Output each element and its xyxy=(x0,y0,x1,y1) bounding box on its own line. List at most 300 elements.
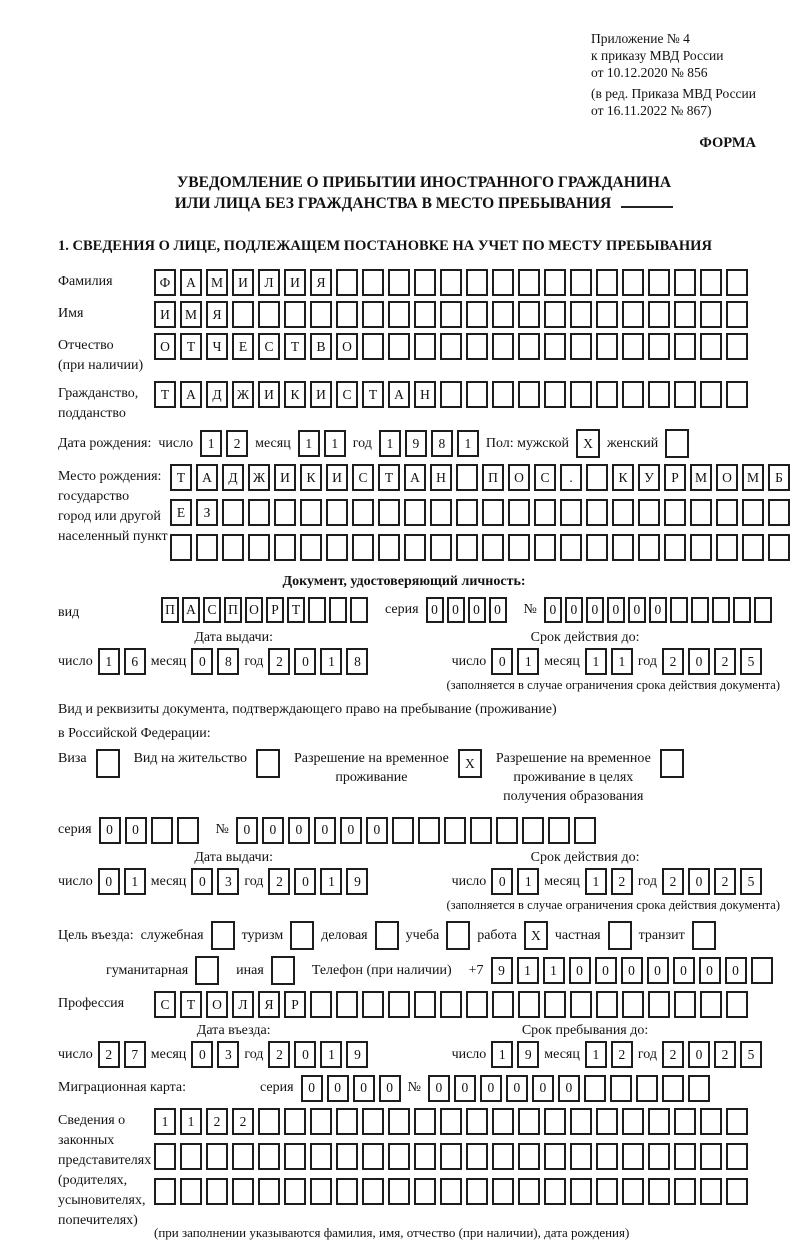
char-cell[interactable] xyxy=(362,301,384,328)
char-cell[interactable]: 7 xyxy=(124,1041,146,1068)
char-cell[interactable] xyxy=(470,817,492,844)
char-cell[interactable] xyxy=(560,534,582,561)
char-cell[interactable] xyxy=(700,269,722,296)
char-cell[interactable] xyxy=(648,269,670,296)
char-cell[interactable]: 2 xyxy=(232,1108,254,1135)
birth-year-cells[interactable] xyxy=(379,430,479,457)
char-cell[interactable] xyxy=(570,1108,592,1135)
char-cell[interactable] xyxy=(648,1178,670,1205)
char-cell[interactable]: 2 xyxy=(226,430,248,457)
char-cell[interactable] xyxy=(622,381,644,408)
char-cell[interactable] xyxy=(388,333,410,360)
char-cell[interactable]: 0 xyxy=(236,817,258,844)
char-cell[interactable] xyxy=(466,381,488,408)
char-cell[interactable] xyxy=(284,301,306,328)
char-cell[interactable]: Е xyxy=(170,499,192,526)
char-cell[interactable]: 0 xyxy=(506,1075,528,1102)
char-cell[interactable]: 0 xyxy=(649,597,667,623)
char-cell[interactable]: 0 xyxy=(544,597,562,623)
char-cell[interactable]: 1 xyxy=(180,1108,202,1135)
char-cell[interactable] xyxy=(700,301,722,328)
char-cell[interactable] xyxy=(648,381,670,408)
valid-year-cells[interactable] xyxy=(662,868,762,895)
char-cell[interactable] xyxy=(456,499,478,526)
char-cell[interactable] xyxy=(726,1178,748,1205)
char-cell[interactable] xyxy=(258,301,280,328)
char-cell[interactable] xyxy=(375,921,399,950)
char-cell[interactable]: А xyxy=(180,381,202,408)
char-cell[interactable] xyxy=(336,1178,358,1205)
patronymic-cells[interactable] xyxy=(154,333,748,360)
char-cell[interactable]: Н xyxy=(430,464,452,491)
char-cell[interactable]: Т xyxy=(378,464,400,491)
char-cell[interactable] xyxy=(180,1178,202,1205)
char-cell[interactable]: 1 xyxy=(98,648,120,675)
char-cell[interactable]: 0 xyxy=(125,817,147,844)
char-cell[interactable] xyxy=(570,1178,592,1205)
char-cell[interactable] xyxy=(638,534,660,561)
char-cell[interactable]: 0 xyxy=(294,868,316,895)
char-cell[interactable]: П xyxy=(482,464,504,491)
valid-day-cells[interactable] xyxy=(491,868,539,895)
char-cell[interactable]: 9 xyxy=(491,957,513,984)
char-cell[interactable]: В xyxy=(310,333,332,360)
temp-residence-checkbox[interactable] xyxy=(458,749,482,778)
char-cell[interactable]: А xyxy=(196,464,218,491)
char-cell[interactable]: 1 xyxy=(320,868,342,895)
char-cell[interactable] xyxy=(596,333,618,360)
char-cell[interactable] xyxy=(522,817,544,844)
char-cell[interactable]: 0 xyxy=(353,1075,375,1102)
purpose-study-checkbox[interactable] xyxy=(446,921,470,950)
char-cell[interactable] xyxy=(664,499,686,526)
char-cell[interactable] xyxy=(222,499,244,526)
char-cell[interactable] xyxy=(726,333,748,360)
char-cell[interactable] xyxy=(768,534,790,561)
char-cell[interactable]: 0 xyxy=(301,1075,323,1102)
char-cell[interactable] xyxy=(211,921,235,950)
char-cell[interactable] xyxy=(274,534,296,561)
char-cell[interactable] xyxy=(300,499,322,526)
char-cell[interactable]: М xyxy=(742,464,764,491)
char-cell[interactable] xyxy=(440,269,462,296)
char-cell[interactable]: 0 xyxy=(607,597,625,623)
char-cell[interactable] xyxy=(518,1108,540,1135)
char-cell[interactable] xyxy=(492,991,514,1018)
char-cell[interactable]: Ж xyxy=(248,464,270,491)
char-cell[interactable] xyxy=(326,499,348,526)
char-cell[interactable]: 2 xyxy=(714,868,736,895)
char-cell[interactable]: 0 xyxy=(565,597,583,623)
char-cell[interactable]: 0 xyxy=(379,1075,401,1102)
char-cell[interactable] xyxy=(688,1075,710,1102)
char-cell[interactable] xyxy=(596,991,618,1018)
char-cell[interactable] xyxy=(544,381,566,408)
char-cell[interactable]: Р xyxy=(266,597,284,623)
char-cell[interactable] xyxy=(414,333,436,360)
char-cell[interactable] xyxy=(232,1143,254,1170)
char-cell[interactable]: 1 xyxy=(154,1108,176,1135)
representatives-line3[interactable] xyxy=(154,1178,748,1205)
char-cell[interactable] xyxy=(440,301,462,328)
char-cell[interactable] xyxy=(700,991,722,1018)
purpose-business-checkbox[interactable] xyxy=(375,921,399,950)
char-cell[interactable]: 1 xyxy=(124,868,146,895)
char-cell[interactable]: 2 xyxy=(206,1108,228,1135)
char-cell[interactable] xyxy=(665,429,689,458)
char-cell[interactable] xyxy=(674,1108,696,1135)
char-cell[interactable] xyxy=(362,269,384,296)
char-cell[interactable]: Ч xyxy=(206,333,228,360)
entry-month-cells[interactable] xyxy=(191,1041,239,1068)
char-cell[interactable] xyxy=(674,1178,696,1205)
char-cell[interactable] xyxy=(496,817,518,844)
char-cell[interactable] xyxy=(151,817,173,844)
char-cell[interactable]: С xyxy=(258,333,280,360)
char-cell[interactable]: З xyxy=(196,499,218,526)
char-cell[interactable] xyxy=(388,991,410,1018)
char-cell[interactable] xyxy=(596,1143,618,1170)
char-cell[interactable]: 8 xyxy=(346,648,368,675)
char-cell[interactable]: Т xyxy=(154,381,176,408)
purpose-private-checkbox[interactable] xyxy=(608,921,632,950)
char-cell[interactable] xyxy=(362,1143,384,1170)
char-cell[interactable] xyxy=(700,1108,722,1135)
char-cell[interactable] xyxy=(674,269,696,296)
valid-day-cells[interactable] xyxy=(491,648,539,675)
char-cell[interactable]: 0 xyxy=(314,817,336,844)
char-cell[interactable] xyxy=(622,1143,644,1170)
char-cell[interactable]: 1 xyxy=(320,648,342,675)
char-cell[interactable]: 8 xyxy=(431,430,453,457)
char-cell[interactable]: П xyxy=(161,597,179,623)
char-cell[interactable] xyxy=(492,1178,514,1205)
issue-day-cells[interactable] xyxy=(98,868,146,895)
char-cell[interactable]: 2 xyxy=(611,868,633,895)
char-cell[interactable]: О xyxy=(508,464,530,491)
char-cell[interactable]: О xyxy=(245,597,263,623)
char-cell[interactable]: 0 xyxy=(191,1041,213,1068)
char-cell[interactable] xyxy=(726,301,748,328)
char-cell[interactable]: 0 xyxy=(621,957,643,984)
char-cell[interactable]: С xyxy=(352,464,374,491)
char-cell[interactable]: И xyxy=(258,381,280,408)
char-cell[interactable] xyxy=(570,1143,592,1170)
char-cell[interactable] xyxy=(456,534,478,561)
valid-year-cells[interactable] xyxy=(662,648,762,675)
sex-male-checkbox[interactable] xyxy=(576,429,600,458)
char-cell[interactable] xyxy=(329,597,347,623)
char-cell[interactable] xyxy=(440,1143,462,1170)
char-cell[interactable] xyxy=(508,499,530,526)
char-cell[interactable]: 0 xyxy=(688,648,710,675)
char-cell[interactable] xyxy=(674,1143,696,1170)
char-cell[interactable]: 0 xyxy=(288,817,310,844)
char-cell[interactable]: 0 xyxy=(294,648,316,675)
char-cell[interactable] xyxy=(648,301,670,328)
char-cell[interactable] xyxy=(180,1143,202,1170)
char-cell[interactable] xyxy=(726,381,748,408)
char-cell[interactable] xyxy=(690,534,712,561)
char-cell[interactable]: 0 xyxy=(447,597,465,623)
char-cell[interactable]: М xyxy=(690,464,712,491)
char-cell[interactable] xyxy=(636,1075,658,1102)
char-cell[interactable] xyxy=(492,269,514,296)
char-cell[interactable]: Т xyxy=(180,991,202,1018)
char-cell[interactable] xyxy=(195,956,219,985)
char-cell[interactable] xyxy=(670,597,688,623)
char-cell[interactable] xyxy=(310,991,332,1018)
char-cell[interactable]: 0 xyxy=(98,868,120,895)
residence-number-cells[interactable] xyxy=(236,817,596,844)
char-cell[interactable] xyxy=(570,333,592,360)
char-cell[interactable] xyxy=(430,534,452,561)
char-cell[interactable]: И xyxy=(326,464,348,491)
char-cell[interactable] xyxy=(674,991,696,1018)
char-cell[interactable] xyxy=(700,1143,722,1170)
char-cell[interactable] xyxy=(700,333,722,360)
char-cell[interactable] xyxy=(622,1178,644,1205)
representatives-line2[interactable] xyxy=(154,1143,748,1170)
char-cell[interactable]: 2 xyxy=(98,1041,120,1068)
char-cell[interactable]: И xyxy=(274,464,296,491)
char-cell[interactable]: 0 xyxy=(673,957,695,984)
char-cell[interactable]: Я xyxy=(258,991,280,1018)
char-cell[interactable] xyxy=(440,1108,462,1135)
char-cell[interactable] xyxy=(482,534,504,561)
char-cell[interactable] xyxy=(692,921,716,950)
char-cell[interactable] xyxy=(570,269,592,296)
char-cell[interactable]: С xyxy=(336,381,358,408)
char-cell[interactable] xyxy=(648,1143,670,1170)
char-cell[interactable]: 0 xyxy=(454,1075,476,1102)
char-cell[interactable]: Р xyxy=(284,991,306,1018)
char-cell[interactable] xyxy=(466,991,488,1018)
char-cell[interactable] xyxy=(492,301,514,328)
char-cell[interactable]: 2 xyxy=(714,648,736,675)
char-cell[interactable]: И xyxy=(154,301,176,328)
char-cell[interactable]: 5 xyxy=(740,1041,762,1068)
char-cell[interactable]: Т xyxy=(362,381,384,408)
char-cell[interactable] xyxy=(284,1108,306,1135)
char-cell[interactable] xyxy=(290,921,314,950)
char-cell[interactable]: М xyxy=(206,269,228,296)
char-cell[interactable] xyxy=(446,921,470,950)
representatives-line1[interactable] xyxy=(154,1108,748,1135)
char-cell[interactable] xyxy=(310,1108,332,1135)
char-cell[interactable] xyxy=(508,534,530,561)
char-cell[interactable] xyxy=(716,534,738,561)
char-cell[interactable] xyxy=(154,1143,176,1170)
char-cell[interactable]: 2 xyxy=(662,1041,684,1068)
char-cell[interactable] xyxy=(232,301,254,328)
char-cell[interactable] xyxy=(414,1108,436,1135)
stay-day-cells[interactable] xyxy=(491,1041,539,1068)
char-cell[interactable]: Р xyxy=(664,464,686,491)
char-cell[interactable]: 1 xyxy=(585,868,607,895)
birth-month-cells[interactable] xyxy=(298,430,346,457)
char-cell[interactable] xyxy=(574,817,596,844)
char-cell[interactable] xyxy=(258,1178,280,1205)
char-cell[interactable]: 1 xyxy=(517,957,539,984)
char-cell[interactable] xyxy=(170,534,192,561)
char-cell[interactable]: 0 xyxy=(426,597,444,623)
char-cell[interactable] xyxy=(596,269,618,296)
char-cell[interactable]: О xyxy=(336,333,358,360)
char-cell[interactable] xyxy=(518,1178,540,1205)
doc-kind-cells[interactable] xyxy=(161,597,368,623)
char-cell[interactable] xyxy=(362,1178,384,1205)
char-cell[interactable]: 0 xyxy=(327,1075,349,1102)
char-cell[interactable] xyxy=(466,301,488,328)
char-cell[interactable] xyxy=(466,269,488,296)
char-cell[interactable] xyxy=(622,301,644,328)
char-cell[interactable] xyxy=(612,534,634,561)
char-cell[interactable]: Д xyxy=(206,381,228,408)
char-cell[interactable] xyxy=(660,749,684,778)
char-cell[interactable] xyxy=(622,1108,644,1135)
char-cell[interactable]: 0 xyxy=(340,817,362,844)
char-cell[interactable]: Т xyxy=(170,464,192,491)
char-cell[interactable]: Л xyxy=(232,991,254,1018)
char-cell[interactable] xyxy=(336,1108,358,1135)
char-cell[interactable] xyxy=(596,301,618,328)
char-cell[interactable] xyxy=(284,1178,306,1205)
char-cell[interactable] xyxy=(440,333,462,360)
char-cell[interactable] xyxy=(352,499,374,526)
first-name-cells[interactable] xyxy=(154,301,748,328)
char-cell[interactable] xyxy=(414,301,436,328)
char-cell[interactable]: 1 xyxy=(491,1041,513,1068)
char-cell[interactable] xyxy=(388,1108,410,1135)
char-cell[interactable] xyxy=(596,1108,618,1135)
residence-series-cells[interactable] xyxy=(99,817,199,844)
char-cell[interactable] xyxy=(534,499,556,526)
char-cell[interactable] xyxy=(544,1108,566,1135)
char-cell[interactable]: О xyxy=(716,464,738,491)
char-cell[interactable]: 0 xyxy=(191,648,213,675)
char-cell[interactable]: 0 xyxy=(725,957,747,984)
char-cell[interactable]: И xyxy=(310,381,332,408)
char-cell[interactable] xyxy=(584,1075,606,1102)
char-cell[interactable] xyxy=(712,597,730,623)
char-cell[interactable] xyxy=(662,1075,684,1102)
stay-month-cells[interactable] xyxy=(585,1041,633,1068)
char-cell[interactable]: Т xyxy=(287,597,305,623)
char-cell[interactable]: 0 xyxy=(262,817,284,844)
char-cell[interactable] xyxy=(414,991,436,1018)
char-cell[interactable]: О xyxy=(154,333,176,360)
char-cell[interactable]: 1 xyxy=(585,1041,607,1068)
char-cell[interactable]: 0 xyxy=(688,1041,710,1068)
phone-cells[interactable] xyxy=(491,957,773,984)
char-cell[interactable]: 6 xyxy=(124,648,146,675)
char-cell[interactable]: . xyxy=(560,464,582,491)
char-cell[interactable] xyxy=(586,499,608,526)
valid-month-cells[interactable] xyxy=(585,868,633,895)
char-cell[interactable] xyxy=(622,333,644,360)
purpose-tourism-checkbox[interactable] xyxy=(290,921,314,950)
char-cell[interactable]: 8 xyxy=(217,648,239,675)
migration-series-cells[interactable] xyxy=(301,1075,401,1102)
char-cell[interactable]: К xyxy=(284,381,306,408)
char-cell[interactable]: С xyxy=(154,991,176,1018)
char-cell[interactable] xyxy=(271,956,295,985)
char-cell[interactable]: 0 xyxy=(595,957,617,984)
char-cell[interactable] xyxy=(570,381,592,408)
char-cell[interactable] xyxy=(258,1143,280,1170)
char-cell[interactable] xyxy=(482,499,504,526)
char-cell[interactable]: 5 xyxy=(740,868,762,895)
char-cell[interactable] xyxy=(596,1178,618,1205)
char-cell[interactable] xyxy=(544,1178,566,1205)
char-cell[interactable] xyxy=(610,1075,632,1102)
char-cell[interactable]: 1 xyxy=(457,430,479,457)
char-cell[interactable]: 3 xyxy=(217,1041,239,1068)
char-cell[interactable]: Е xyxy=(232,333,254,360)
char-cell[interactable]: 9 xyxy=(405,430,427,457)
char-cell[interactable] xyxy=(492,1108,514,1135)
issue-year-cells[interactable] xyxy=(268,868,368,895)
char-cell[interactable]: Т xyxy=(180,333,202,360)
char-cell[interactable] xyxy=(430,499,452,526)
char-cell[interactable] xyxy=(362,333,384,360)
char-cell[interactable]: 1 xyxy=(517,648,539,675)
char-cell[interactable]: 2 xyxy=(611,1041,633,1068)
char-cell[interactable]: 1 xyxy=(200,430,222,457)
char-cell[interactable]: 0 xyxy=(586,597,604,623)
char-cell[interactable] xyxy=(418,817,440,844)
char-cell[interactable]: С xyxy=(534,464,556,491)
stay-year-cells[interactable] xyxy=(662,1041,762,1068)
char-cell[interactable] xyxy=(518,381,540,408)
char-cell[interactable] xyxy=(388,1178,410,1205)
char-cell[interactable]: 0 xyxy=(532,1075,554,1102)
char-cell[interactable] xyxy=(378,499,400,526)
char-cell[interactable] xyxy=(440,991,462,1018)
char-cell[interactable] xyxy=(674,333,696,360)
char-cell[interactable] xyxy=(466,333,488,360)
char-cell[interactable]: 0 xyxy=(468,597,486,623)
char-cell[interactable] xyxy=(444,817,466,844)
char-cell[interactable] xyxy=(733,597,751,623)
char-cell[interactable] xyxy=(690,499,712,526)
char-cell[interactable]: 5 xyxy=(740,648,762,675)
char-cell[interactable]: 0 xyxy=(366,817,388,844)
char-cell[interactable] xyxy=(768,499,790,526)
char-cell[interactable]: П xyxy=(224,597,242,623)
edu-residence-checkbox[interactable] xyxy=(660,749,684,778)
char-cell[interactable] xyxy=(96,749,120,778)
char-cell[interactable] xyxy=(326,534,348,561)
char-cell[interactable] xyxy=(308,597,326,623)
char-cell[interactable]: 9 xyxy=(346,1041,368,1068)
char-cell[interactable]: 0 xyxy=(99,817,121,844)
char-cell[interactable]: И xyxy=(284,269,306,296)
char-cell[interactable]: 1 xyxy=(379,430,401,457)
char-cell[interactable] xyxy=(232,1178,254,1205)
char-cell[interactable] xyxy=(466,1108,488,1135)
char-cell[interactable]: Я xyxy=(206,301,228,328)
char-cell[interactable] xyxy=(362,1108,384,1135)
char-cell[interactable] xyxy=(206,1178,228,1205)
char-cell[interactable]: Б xyxy=(768,464,790,491)
char-cell[interactable] xyxy=(440,381,462,408)
char-cell[interactable]: С xyxy=(203,597,221,623)
char-cell[interactable]: 0 xyxy=(491,868,513,895)
char-cell[interactable] xyxy=(751,957,773,984)
char-cell[interactable] xyxy=(414,269,436,296)
